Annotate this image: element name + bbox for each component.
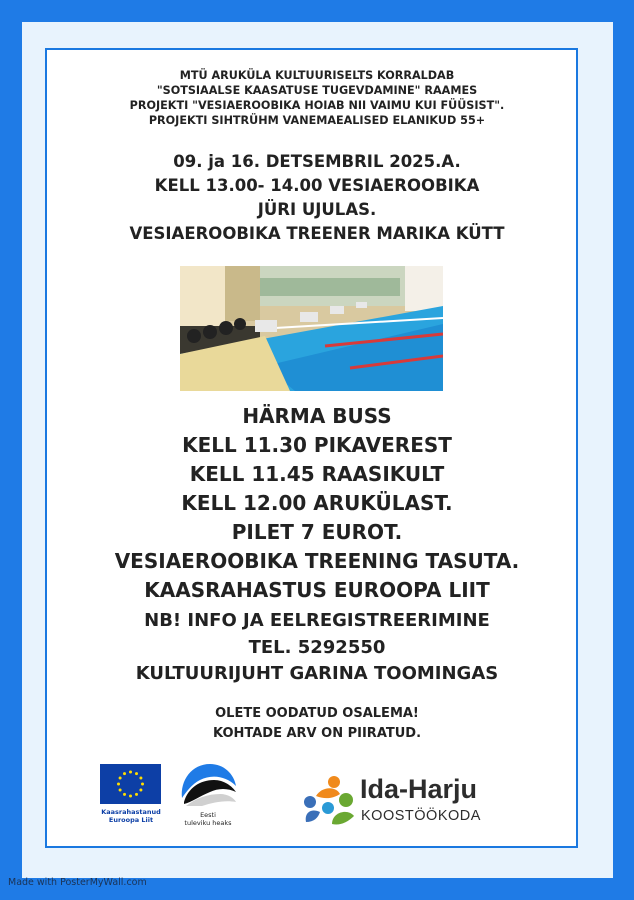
closing-text (0, 704, 634, 744)
swimming-pool-photo (180, 266, 443, 391)
phone-number: TEL. 5292550 (248, 636, 386, 658)
ida-harju-logo (302, 774, 532, 828)
event-details (0, 150, 634, 246)
bus-info (0, 402, 634, 605)
ida-harju-title: Ida-Harju (360, 774, 478, 804)
contact-person: KULTUURIJUHT GARINA TOOMINGAS (135, 663, 499, 684)
event-location: JÜRI UJULAS. (257, 200, 377, 219)
training-free-note: VESIAEROOBIKA TREENING TASUTA. (114, 549, 520, 573)
ida-harju-people-icon (302, 774, 358, 828)
ida-harju-subtitle: KOOSTÖÖKODA (361, 808, 481, 824)
bus-stop-line: KELL 11.45 RAASIKULT (189, 462, 445, 486)
ticket-price: PILET 7 EUROT. (231, 520, 403, 544)
bus-stop-line: KELL 11.30 PIKAVEREST (182, 433, 452, 457)
organizer-text (0, 68, 634, 128)
eu-flag-icon (100, 764, 161, 804)
organizer-line: MTÜ ARUKÜLA KULTUURISELTS KORRALDAB (179, 69, 455, 82)
organizer-line: "SOTSIAALSE KAASATUSE TUGEVDAMINE" RAAMES (156, 84, 478, 97)
event-date: 09. ja 16. DETSEMBRIL 2025.A. (173, 152, 461, 171)
estonia-tricolor-icon (178, 760, 238, 810)
cofunding-note: KAASRAHASTUS EUROOPA LIIT (144, 578, 490, 602)
postermywall-watermark[interactable]: Made with PosterMyWall.com (8, 877, 147, 888)
event-trainer: VESIAEROOBIKA TREENER MARIKA KÜTT (129, 224, 505, 243)
eu-caption-line: Kaasrahastanud (101, 808, 161, 816)
estonia-caption (178, 812, 238, 827)
eu-caption (96, 808, 166, 824)
registration-note: NB! INFO JA EELREGISTREERIMINE (144, 610, 490, 631)
bus-stop-line: KELL 12.00 ARUKÜLAST. (181, 491, 453, 515)
eu-caption-line: Euroopa Liit (108, 816, 154, 824)
closing-line: KOHTADE ARV ON PIIRATUD. (212, 726, 422, 741)
estonia-future-logo (178, 760, 238, 828)
closing-line: OLETE OODATUD OSALEMA! (215, 706, 419, 721)
event-time: KELL 13.00- 14.00 VESIAEROOBIKA (154, 176, 480, 195)
estonia-caption-line: Eesti (200, 811, 216, 819)
bus-title: HÄRMA BUSS (242, 404, 392, 428)
estonia-caption-line: tuleviku heaks (184, 818, 232, 827)
contact-info (0, 608, 634, 688)
organizer-line: PROJEKTI "VESIAEROOBIKA HOIAB NII VAIMU KUI FÜÜSIST". (129, 99, 505, 112)
organizer-line: PROJEKTI SIHTRÜHM VANEMAEALISED ELANIKUD 55+ (148, 114, 486, 127)
